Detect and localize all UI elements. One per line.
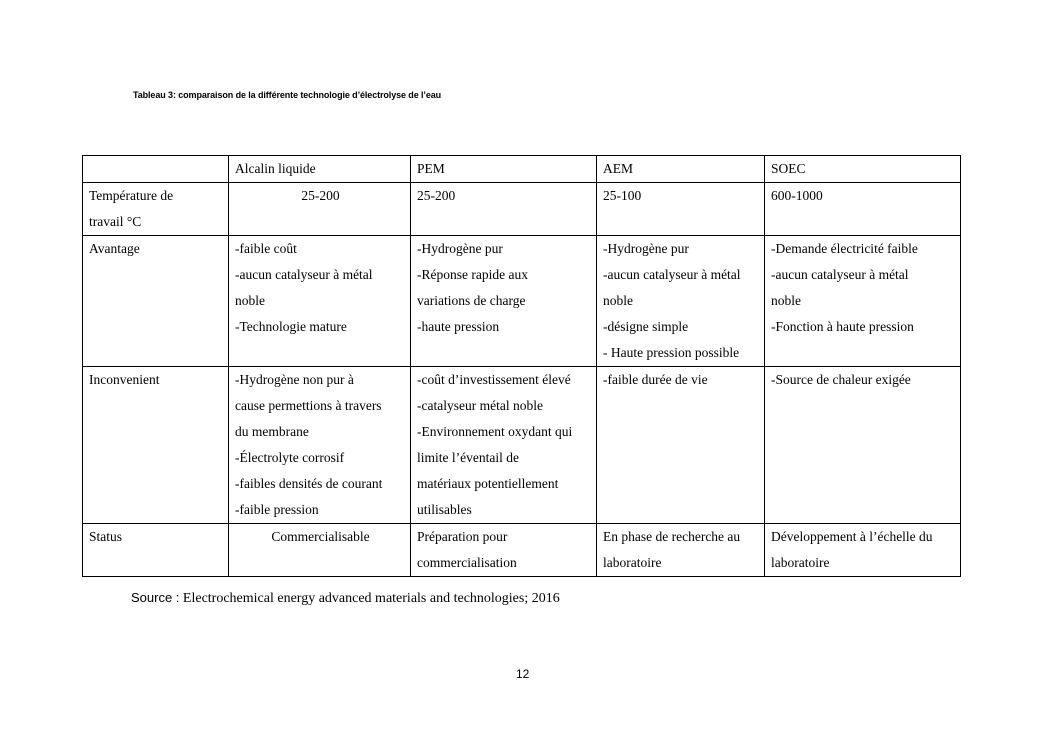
cell-line: Préparation pour — [417, 529, 508, 544]
cell-inconvenient-aem — [597, 367, 765, 524]
cell-line: En phase de recherche au — [603, 529, 741, 544]
cell-line: laboratoire — [771, 555, 830, 570]
header-cell-soec: SOEC — [765, 156, 961, 183]
cell-inconvenient-soec — [765, 367, 961, 524]
cell-line: -Électrolyte corrosif — [235, 450, 345, 465]
cell-avantage-alcalin — [229, 236, 411, 367]
cell-line: noble — [771, 293, 801, 308]
row-label-avantage — [83, 236, 229, 367]
cell-status-pem — [411, 524, 597, 577]
source-text: Electrochemical energy advanced materials and technologies; 2016 — [182, 591, 560, 606]
cell-avantage-pem — [411, 236, 597, 367]
cell-line: noble — [235, 293, 265, 308]
cell-line: -faible coût — [235, 241, 297, 256]
cell-line: -Environnement oxydant qui — [417, 424, 573, 439]
cell-line: commercialisation — [417, 555, 517, 570]
cell-line: -Fonction à haute pression — [771, 319, 914, 334]
table-caption: Tableau 3: comparaison de la différente technologie d’électrolyse de l’eau — [133, 90, 442, 100]
cell-line: 25-200 — [417, 188, 456, 203]
comparison-table — [82, 155, 961, 577]
table-header-row — [83, 156, 961, 183]
cell-line: limite l’éventail de — [417, 450, 519, 465]
header-cell-alcalin: Alcalin liquide — [229, 156, 411, 183]
cell-line: noble — [603, 293, 633, 308]
cell-line: -Hydrogène non pur à — [235, 372, 354, 387]
cell-line: matériaux potentiellement — [417, 476, 559, 491]
cell-line: -Réponse rapide aux — [417, 267, 528, 282]
cell-line: -catalyseur métal noble — [417, 398, 543, 413]
cell-line: -haute pression — [417, 319, 500, 334]
cell-line: -Hydrogène pur — [417, 241, 503, 256]
header-cell-aem: AEM — [597, 156, 765, 183]
cell-line: Status — [89, 529, 123, 544]
cell-line: -Hydrogène pur — [603, 241, 689, 256]
cell-line: -désigne simple — [603, 319, 689, 334]
cell-line: -Source de chaleur exigée — [771, 372, 911, 387]
cell-inconvenient-alcalin — [229, 367, 411, 524]
cell-line: laboratoire — [603, 555, 662, 570]
cell-temperature-soec — [765, 183, 961, 236]
cell-line: -aucun catalyseur à métal — [235, 267, 373, 282]
cell-temperature-aem — [597, 183, 765, 236]
cell-line: -Technologie mature — [235, 319, 347, 334]
row-label-temperature — [83, 183, 229, 236]
source-note — [131, 590, 560, 607]
cell-line: Température de — [89, 188, 174, 203]
page-number: 12 — [516, 667, 530, 681]
cell-temperature-alcalin — [229, 183, 411, 236]
cell-line: -aucun catalyseur à métal — [603, 267, 741, 282]
cell-avantage-aem — [597, 236, 765, 367]
cell-line: Avantage — [89, 241, 140, 256]
cell-line: 25-100 — [603, 188, 642, 203]
cell-line: - Haute pression possible — [603, 345, 740, 360]
cell-line: du membrane — [235, 424, 309, 439]
cell-avantage-soec — [765, 236, 961, 367]
cell-line: utilisables — [417, 502, 472, 517]
cell-temperature-pem — [411, 183, 597, 236]
cell-line: -aucun catalyseur à métal — [771, 267, 909, 282]
cell-line: -faible durée de vie — [603, 372, 708, 387]
cell-line: -faibles densités de courant — [235, 476, 383, 491]
source-label: Source : — [131, 590, 180, 605]
header-cell-pem: PEM — [411, 156, 597, 183]
cell-line: 600-1000 — [771, 188, 823, 203]
cell-status-alcalin — [229, 524, 411, 577]
row-label-status — [83, 524, 229, 577]
cell-line: -coût d’investissement élevé — [417, 372, 571, 387]
cell-status-aem — [597, 524, 765, 577]
cell-line: travail °C — [89, 214, 142, 229]
cell-line: -faible pression — [235, 502, 319, 517]
table-row-temperature — [83, 183, 961, 236]
cell-line: Développement à l’échelle du — [771, 529, 933, 544]
row-label-inconvenient — [83, 367, 229, 524]
cell-line: Commercialisable — [271, 529, 370, 544]
cell-line: cause permettions à travers — [235, 398, 382, 413]
cell-inconvenient-pem — [411, 367, 597, 524]
table-row-avantage — [83, 236, 961, 367]
cell-line: 25-200 — [301, 188, 340, 203]
cell-status-soec — [765, 524, 961, 577]
header-cell-empty — [83, 156, 229, 183]
cell-line: Inconvenient — [89, 372, 160, 387]
cell-line: -Demande électricité faible — [771, 241, 918, 256]
table-row-status — [83, 524, 961, 577]
table-row-inconvenient — [83, 367, 961, 524]
cell-line: variations de charge — [417, 293, 526, 308]
